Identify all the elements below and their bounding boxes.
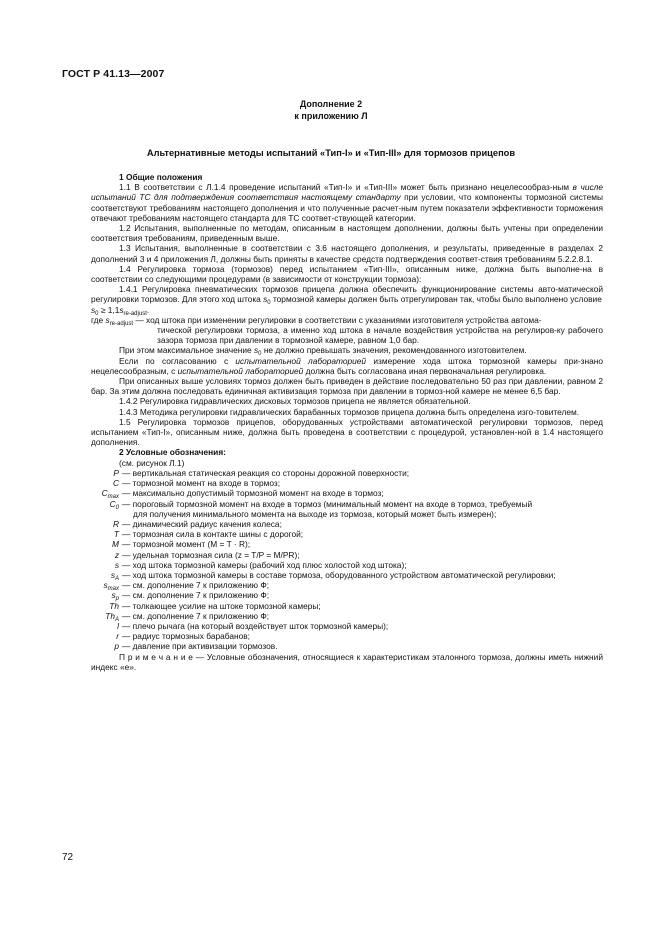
appendix-title: Дополнение 2 — [299, 99, 363, 109]
symbol: $C_{max}$ — [101, 488, 119, 501]
symbol-description: — ход штока тормозной камеры в составе тормоза, оборудованного устройством автоматической регулировки; — [122, 569, 556, 580]
paragraph-1-4-3: 1.4.3 Методика регулировки гидравлических барабанных тормозов прицепа должна быть определена изго-товителем. — [119, 406, 580, 417]
symbol-description: — см. дополнение 7 к приложению Ф; — [122, 610, 270, 621]
symbol: M — [112, 539, 119, 550]
symbol-description: — плечо рычага (на который воздействует шток тормозной камеры); — [122, 620, 389, 631]
symbol: T — [113, 529, 119, 540]
symbol-row — [91, 529, 603, 539]
symbol-description: — толкающее усилие на штоке тормозной камеры; — [122, 600, 321, 611]
formula: $s_0 \ge 1,1s_{re-adjust}$. — [91, 304, 150, 317]
symbol: $s_{max}$ — [103, 580, 119, 593]
symbol-description: — пороговый тормозной момент на входе в тормоз (минимальный момент на входе в тормоз, требуемый для получения минимального момента на выходе из тормоза, который может быть измерен); — [122, 498, 533, 519]
symbol-row — [91, 478, 603, 488]
symbol-description: — тормозной момент (M = T · R); — [122, 539, 251, 550]
note: П р и м е ч а н и е — Условные обозначения, относящиеся к характеристикам эталонного тормоза, должны иметь нижний индекс «e». — [91, 651, 603, 672]
symbol-row — [91, 570, 603, 580]
symbols-list — [91, 468, 603, 652]
symbol-row — [91, 468, 603, 478]
symbol: s — [114, 559, 119, 570]
paragraph-1-3: 1.3 Испытания, выполненные в соответствии с 3.6 настоящего дополнения, и результаты, приведенные в разделах 2 дополнений 3 и 4 приложения Л, должны быть приняты в качестве средств подтверждения соответ-ствия требованиям 5.2.2.8.1. — [91, 243, 603, 264]
formula-explanation: где $s_{re-adjust}$ — ход штока при изменении регулировки в соответствии с указаниями изготовителя устройства автома- тической регулировки тормоза, а именно ход штока в начале воздействия устройства на регулиров-ку рабочего зазора тормоза при давлении в тормозной камере, равном 1,0 бар. — [91, 314, 603, 346]
symbol: P — [113, 467, 119, 478]
symbol-row — [91, 519, 603, 529]
symbol: C — [112, 478, 119, 489]
symbol-description: — тормозной момент на входе в тормоз; — [122, 478, 281, 489]
symbol-row — [91, 611, 603, 621]
symbol-description: — ход штока тормозной камеры (рабочий ход плюс холостой ход штока); — [122, 559, 407, 570]
symbol: R — [112, 518, 119, 529]
paragraph-1-4-2: 1.4.2 Регулировка гидравлических дисковых тормозов прицепа не является обязательной. — [119, 396, 471, 407]
symbol-row — [91, 580, 603, 593]
symbol-row — [91, 560, 603, 570]
symbol-description: — максимально допустимый тормозной момент на входе в тормоз; — [122, 488, 384, 499]
section-2-heading: 2 Условные обозначения: — [119, 447, 226, 458]
symbol-row — [91, 641, 603, 651]
symbol-row — [91, 601, 603, 611]
symbol: $s_A$ — [110, 569, 119, 582]
paragraph-laboratory: Если по согласованию с испытательной лабораторией измерение хода штока тормозной камеры при-знано нецелесообразным, с испытательной лабораторией должна быть согласована иная первоначальная регулировка. — [91, 355, 603, 376]
section-title: Альтернативные методы испытаний «Тип-I» и «Тип-III» для тормозов прицепов — [146, 148, 516, 158]
symbol-description: — вертикальная статическая реакция со стороны дорожной поверхности; — [122, 467, 410, 478]
symbol-row — [91, 499, 603, 519]
symbol: p — [114, 641, 119, 652]
symbol: Th — [109, 600, 119, 611]
paragraph-50-times: При описанных выше условиях тормоз должен быть приведен в действие последовательно 50 раз при давлении, равном 2 бар. За этим должна последовать единичная активизация тормоза при давлении в тормоз-ной камере не менее 6,5 бар. — [91, 376, 603, 397]
paragraph-1-4: 1.4 Регулировка тормоза (тормозов) перед испытанием «Тип-III», описанным ниже, должна быть выполне-на в соответствии со следующими процедурами (в зависимости от конструкции тормоза): — [91, 263, 603, 285]
symbol: $C_0$ — [109, 498, 119, 511]
symbol-description: — радиус тормозных барабанов; — [122, 631, 250, 642]
symbol-row — [91, 631, 603, 641]
symbol-row — [91, 488, 603, 501]
document-header: ГОСТ Р 41.13—2007 — [62, 68, 165, 80]
paragraph-1-2: 1.2 Испытания, выполненные по методам, описанным в настоящем дополнении, должны быть учтены при определении соответствия требованиям, приведенным выше. — [91, 223, 603, 244]
symbol-description: — см. дополнение 7 к приложению Ф; — [122, 580, 270, 591]
symbol: r — [116, 631, 119, 642]
document-body — [91, 172, 603, 672]
page-number: 72 — [62, 852, 74, 863]
symbol-row — [91, 621, 603, 631]
section-2-reference: (см. рисунок Л.1) — [119, 457, 185, 468]
symbol: $Th_A$ — [105, 610, 119, 623]
symbol-description: — тормозная сила в контакте шины с дорогой; — [122, 529, 304, 540]
symbol-row — [91, 590, 603, 603]
paragraph-1-5: 1.5 Регулировка тормозов прицепов, оборудованных устройствами автоматической регулировки тормозов, перед испытанием «Тип-I», описанным ниже, должна быть проведена в соответствии с процедурой, установлен-ной в 1.4 настоящего дополнения. — [91, 416, 603, 448]
section-1-heading: 1 Общие положения — [119, 172, 203, 182]
symbol-row — [91, 550, 603, 560]
symbol: $s_p$ — [111, 590, 119, 603]
appendix-subtitle: к приложению Л — [294, 111, 368, 121]
paragraph-max-value: При этом максимальное значение $s_0$ не должно превышать значения, рекомендованного изготовителем. — [119, 345, 527, 358]
paragraph-1-1: 1.1 В соответствии с Л.1.4 проведение испытаний «Тип-I» и «Тип-III» может быть признано нецелесообраз-ным в числе испытаний ТС для подтверждения соответствия настоящему стандарту при условии, что компоненты тормозной системы соответствуют требованиям настоящего дополнения и что полученные расчет-ным путем показатели эффективности торможения отвечают требованиям настоящего стандарта для ТС соответ-ствующей категории. — [91, 182, 603, 223]
symbol-description: — давление при активизации тормозов. — [122, 641, 278, 652]
paragraph-1-4-1: 1.4.1 Регулировка пневматических тормозов прицепа должна обеспечить функционирование системы авто-матической регулировки тормозов. Для этого ход штока $s_0$ тормозной камеры должен быть отрегулирован так, чтобы было выполнено условие — [91, 284, 603, 307]
symbol: l — [117, 620, 119, 631]
symbol-description: — удельная тормозная сила (z = T/P = M/PR); — [122, 549, 300, 560]
symbol-row — [91, 539, 603, 549]
symbol: z — [114, 549, 119, 560]
symbol-description: — см. дополнение 7 к приложению Ф; — [122, 590, 270, 601]
symbol-description: — динамический радиус качения колеса; — [122, 518, 282, 529]
